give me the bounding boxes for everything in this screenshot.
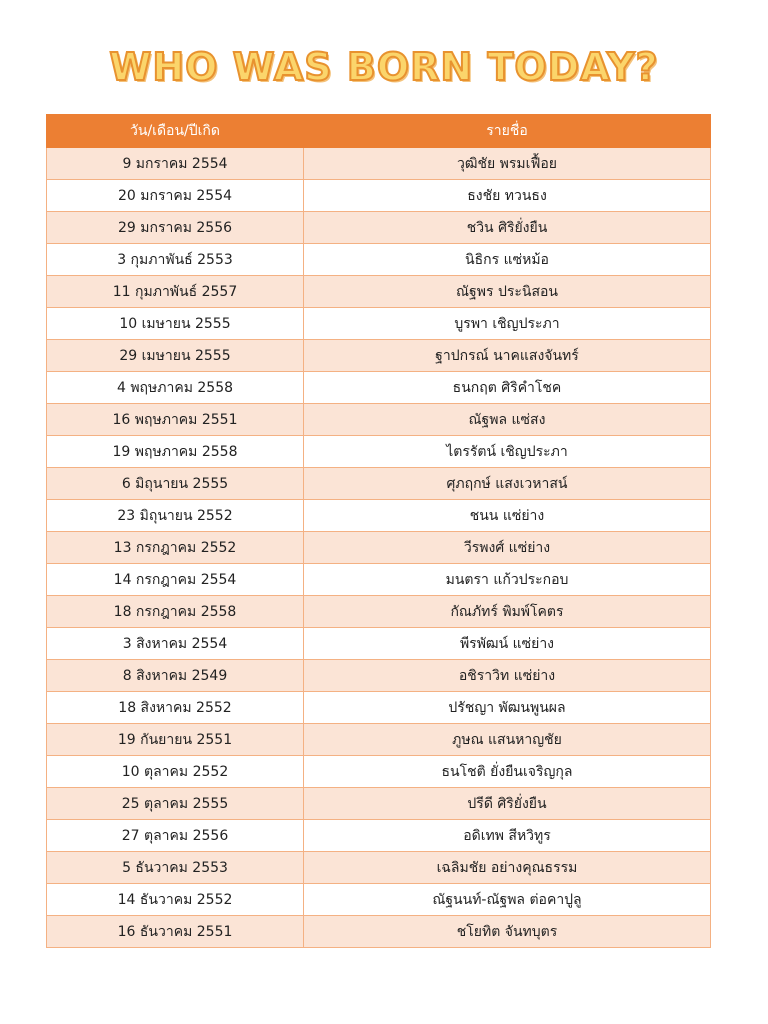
table-row bbox=[47, 180, 711, 212]
table-row bbox=[47, 756, 711, 788]
birth-date-cell: 29 เมษายน 2555 bbox=[47, 340, 304, 372]
name-cell: ภูษณ แสนหาญชัย bbox=[304, 724, 711, 756]
birth-date-cell: 25 ตุลาคม 2555 bbox=[47, 788, 304, 820]
name-cell: ฐาปกรณ์ นาคแสงจันทร์ bbox=[304, 340, 711, 372]
birth-date-cell: 3 สิงหาคม 2554 bbox=[47, 628, 304, 660]
name-cell: อชิราวิท แซ่ย่าง bbox=[304, 660, 711, 692]
name-cell: ไตรรัตน์ เชิญประภา bbox=[304, 436, 711, 468]
birth-date-cell: 19 กันยายน 2551 bbox=[47, 724, 304, 756]
table-row bbox=[47, 916, 711, 948]
table-body bbox=[47, 148, 711, 948]
birth-date-cell: 5 ธันวาคม 2553 bbox=[47, 852, 304, 884]
birth-date-cell: 4 พฤษภาคม 2558 bbox=[47, 372, 304, 404]
name-cell: ชนน แซ่ย่าง bbox=[304, 500, 711, 532]
table-row bbox=[47, 692, 711, 724]
birthday-table bbox=[46, 114, 711, 948]
birth-date-cell: 3 กุมภาพันธ์ 2553 bbox=[47, 244, 304, 276]
birth-date-cell: 14 กรกฎาคม 2554 bbox=[47, 564, 304, 596]
birth-date-cell: 20 มกราคม 2554 bbox=[47, 180, 304, 212]
name-cell: ณัฐนนท์-ณัฐพล ต่อคาปูลู bbox=[304, 884, 711, 916]
table-row bbox=[47, 276, 711, 308]
name-cell: บูรพา เชิญประภา bbox=[304, 308, 711, 340]
name-cell: ธนกฤต ศิริคำโชค bbox=[304, 372, 711, 404]
table-row bbox=[47, 244, 711, 276]
table-row bbox=[47, 596, 711, 628]
name-cell: กัณภัทร์ พิมพ์โคตร bbox=[304, 596, 711, 628]
birth-date-cell: 13 กรกฎาคม 2552 bbox=[47, 532, 304, 564]
table-row bbox=[47, 820, 711, 852]
table-row bbox=[47, 404, 711, 436]
birth-date-cell: 11 กุมภาพันธ์ 2557 bbox=[47, 276, 304, 308]
table-row bbox=[47, 788, 711, 820]
birth-date-cell: 16 พฤษภาคม 2551 bbox=[47, 404, 304, 436]
birth-date-cell: 10 ตุลาคม 2552 bbox=[47, 756, 304, 788]
name-cell: ศุภฤกษ์ แสงเวหาสน์ bbox=[304, 468, 711, 500]
birth-date-cell: 6 มิถุนายน 2555 bbox=[47, 468, 304, 500]
name-cell: ธงชัย ทวนธง bbox=[304, 180, 711, 212]
birth-date-cell: 27 ตุลาคม 2556 bbox=[47, 820, 304, 852]
table-row bbox=[47, 628, 711, 660]
table-row bbox=[47, 852, 711, 884]
table-row bbox=[47, 724, 711, 756]
table-row bbox=[47, 212, 711, 244]
birth-date-cell: 19 พฤษภาคม 2558 bbox=[47, 436, 304, 468]
header-birth-date: วัน/เดือน/ปีเกิด bbox=[47, 115, 304, 148]
name-cell: นิธิกร แซ่หม้อ bbox=[304, 244, 711, 276]
birth-date-cell: 18 กรกฎาคม 2558 bbox=[47, 596, 304, 628]
name-cell: เฉลิมชัย อย่างคุณธรรม bbox=[304, 852, 711, 884]
name-cell: มนตรา แก้วประกอบ bbox=[304, 564, 711, 596]
birth-date-cell: 29 มกราคม 2556 bbox=[47, 212, 304, 244]
name-cell: ชโยทิต จันทบุตร bbox=[304, 916, 711, 948]
table-row bbox=[47, 884, 711, 916]
name-cell: อดิเทพ สีหวิทูร bbox=[304, 820, 711, 852]
birth-date-cell: 14 ธันวาคม 2552 bbox=[47, 884, 304, 916]
birth-date-cell: 9 มกราคม 2554 bbox=[47, 148, 304, 180]
table-header-row bbox=[47, 115, 711, 148]
name-cell: ณัฐพล แซ่สง bbox=[304, 404, 711, 436]
table-row bbox=[47, 500, 711, 532]
birth-date-cell: 23 มิถุนายน 2552 bbox=[47, 500, 304, 532]
table-row bbox=[47, 532, 711, 564]
table-row bbox=[47, 308, 711, 340]
table-row bbox=[47, 340, 711, 372]
table-row bbox=[47, 148, 711, 180]
name-cell: ธนโชติ ยั่งยืนเจริญกุล bbox=[304, 756, 711, 788]
name-cell: ปรีดี ศิริยั่งยืน bbox=[304, 788, 711, 820]
name-cell: วีรพงศ์ แซ่ย่าง bbox=[304, 532, 711, 564]
name-cell: ชวิน ศิริยั่งยืน bbox=[304, 212, 711, 244]
header-name: รายชื่อ bbox=[304, 115, 711, 148]
table-row bbox=[47, 564, 711, 596]
page-title: WHO WAS BORN TODAY? bbox=[109, 45, 659, 89]
birth-date-cell: 18 สิงหาคม 2552 bbox=[47, 692, 304, 724]
table-row bbox=[47, 436, 711, 468]
birth-date-cell: 16 ธันวาคม 2551 bbox=[47, 916, 304, 948]
table-row bbox=[47, 660, 711, 692]
table-row bbox=[47, 468, 711, 500]
name-cell: ณัฐพร ประนิสอน bbox=[304, 276, 711, 308]
name-cell: วุฒิชัย พรมเฟื้อย bbox=[304, 148, 711, 180]
name-cell: พีรพัฒน์ แซ่ย่าง bbox=[304, 628, 711, 660]
birth-date-cell: 8 สิงหาคม 2549 bbox=[47, 660, 304, 692]
birth-date-cell: 10 เมษายน 2555 bbox=[47, 308, 304, 340]
name-cell: ปรัชญา พัฒนพูนผล bbox=[304, 692, 711, 724]
table-row bbox=[47, 372, 711, 404]
